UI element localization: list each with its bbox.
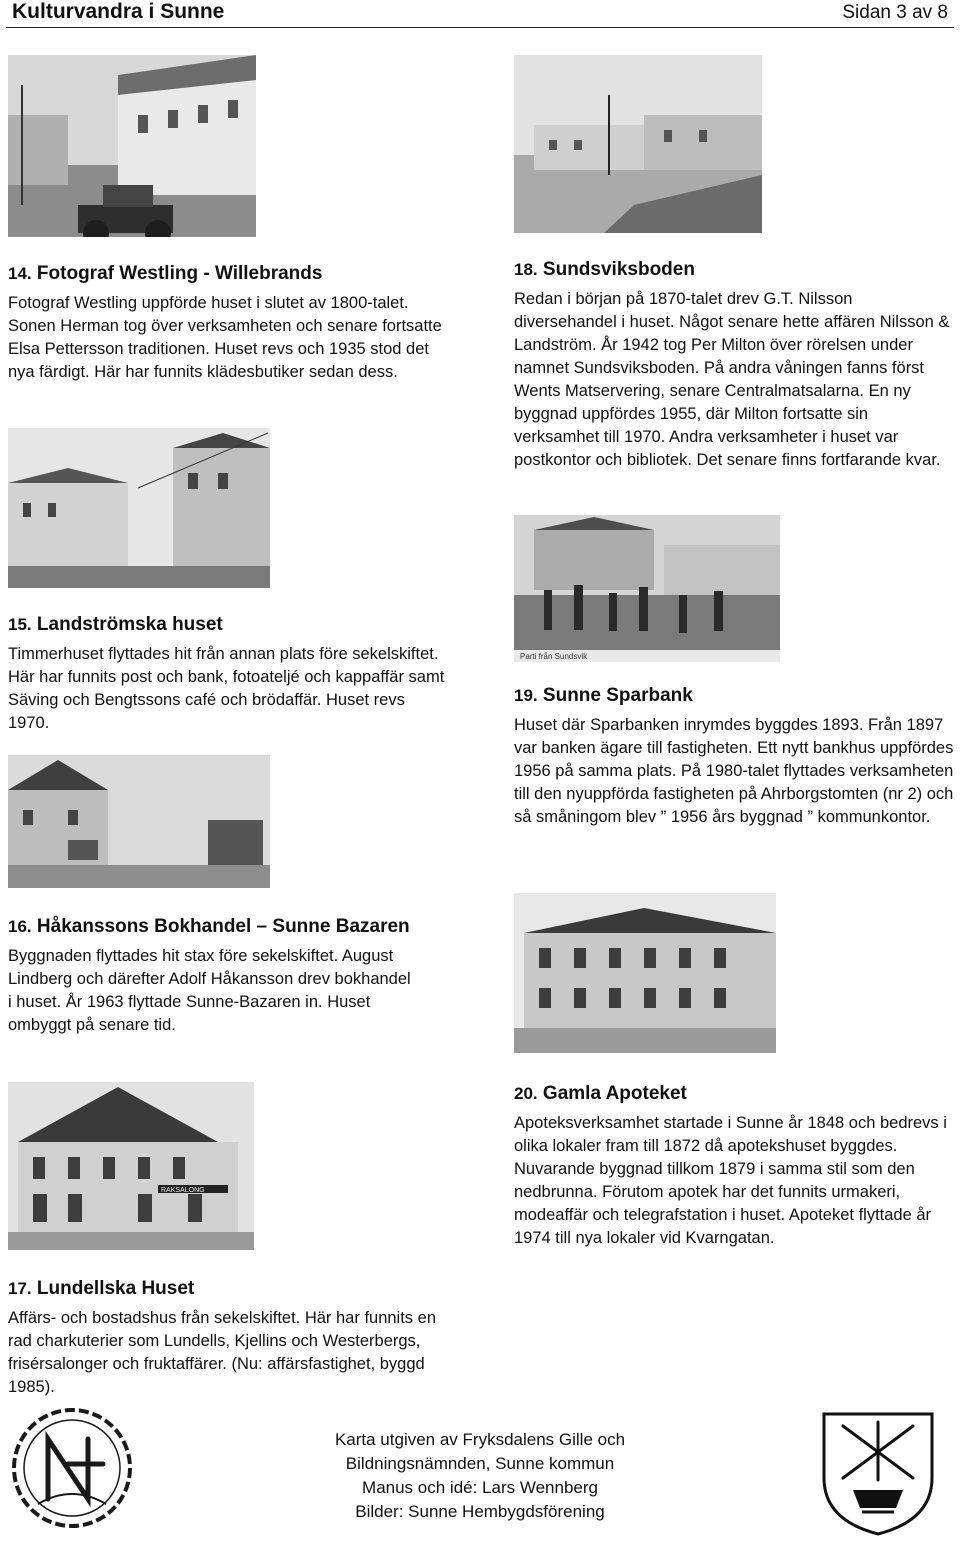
photo-sundsvik-postcard — [514, 515, 780, 662]
shop-sign: RAKSALONG — [161, 1187, 205, 1194]
photo-sundsviksboden-square — [514, 55, 762, 233]
section-14 — [8, 262, 448, 384]
page-header — [0, 0, 960, 26]
section-body: Byggnaden flyttades hit stax före sekelskiftet. August Lindberg och därefter Adolf Håkansson drev bokhandel i huset. År 1963 flyttade Sunne-Bazaren in. Huset ombyggt på senare tid. — [8, 947, 411, 1034]
section-16 — [8, 915, 418, 1037]
section-title: 17. Lundellska Huset — [8, 1278, 195, 1299]
section-17 — [8, 1277, 448, 1399]
photo-sparbank-building — [514, 893, 776, 1053]
section-body: Apoteksverksamhet startade i Sunne år 1848 och bedrevs i olika lokaler fram till 1872 då apotekshuset byggdes. Nuvarande byggnad tillkom 1879 i samma stil som den nedbrunna. Förutom apotek har det funnits urmakeri, modeaffär och telegrafstation i huset. Apoteket flyttade år 1974 till nya lokaler vid Kvarngatan. — [514, 1114, 947, 1247]
section-body: Affärs- och bostadshus från sekelskiftet. Här har funnits en rad charkuterier som Lundells, Kjellins och Westerbergs, frisérsalonger och fruktaffärer. (Nu: affärsfastighet, byggd 1985). — [8, 1309, 436, 1396]
section-title: 14. Fotograf Westling - Willebrands — [8, 263, 323, 284]
photo-lundellska-house — [8, 1082, 254, 1250]
section-title: 18. Sundsviksboden — [514, 259, 695, 280]
footer-credits — [300, 1428, 660, 1524]
section-title: 15. Landströmska huset — [8, 614, 223, 635]
header-divider — [6, 27, 954, 28]
footer-line: Bildningsnämnden, Sunne kommun — [345, 1454, 615, 1473]
postcard-caption: Parti från Sundsvik — [520, 652, 588, 661]
footer-line: Bilder: Sunne Hembygdsförening — [355, 1502, 605, 1521]
section-body: Huset där Sparbanken inrymdes byggdes 1893. Från 1897 var banken ägare till fastigheten. Ett nytt bankhus uppfördes 1956 på samma plats. På 1980-talet flyttades verksamheten till den nyuppförda fastigheten på Ahrborgstomten (nr 2) och så småningom blev ” 1956 års byggnad ” kommunkontor. — [514, 716, 954, 826]
section-title: 19. Sunne Sparbank — [514, 685, 693, 706]
page-number: Sidan 3 av 8 — [842, 2, 948, 23]
section-title: 16. Håkanssons Bokhandel – Sunne Bazaren — [8, 916, 410, 937]
footer-line: Karta utgiven av Fryksdalens Gille och — [334, 1430, 626, 1449]
photo-westling-street — [8, 55, 256, 237]
fryksdalens-gille-emblem — [8, 1404, 136, 1532]
section-19 — [514, 684, 954, 829]
section-body: Timmerhuset flyttades hit från annan plats före sekelskiftet. Här har funnits post och bank, fotoateljé och kappaffär samt Säving och Bengtssons café och brödaffär. Huset revs 1970. — [8, 645, 445, 732]
photo-hakanssons-houses — [8, 755, 270, 888]
photo-landstromska-street — [8, 428, 270, 588]
section-20 — [514, 1082, 954, 1250]
section-15 — [8, 613, 448, 735]
section-body: Redan i början på 1870-talet drev G.T. Nilsson diversehandel i huset. Något senare hette affären Nilsson & Landström. År 1942 tog Per Milton över rörelsen under namnet Sundsviksboden. På andra våningen fanns först Wents Matservering, senare Centralmatsalarna. En ny byggnad uppfördes 1955, där Milton fortsatte sin verksamhet till 1970. Andra verksamheter i huset var postkontor och bibliotek. Det senare finns fortfarande kvar. — [514, 290, 950, 469]
section-body: Fotograf Westling uppförde huset i slutet av 1800-talet. Sonen Herman tog över verksamheten och senare fortsatte Elsa Pettersson traditionen. Huset revs och 1935 stod det nya färdigt. Här har funnits klädesbutiker sedan dess. — [8, 294, 442, 381]
section-18 — [514, 258, 954, 472]
footer-line: Manus och idé: Lars Wennberg — [362, 1478, 598, 1497]
section-title: 20. Gamla Apoteket — [514, 1083, 687, 1104]
sunne-coat-of-arms — [818, 1408, 938, 1538]
document-title: Kulturvandra i Sunne — [12, 0, 225, 23]
